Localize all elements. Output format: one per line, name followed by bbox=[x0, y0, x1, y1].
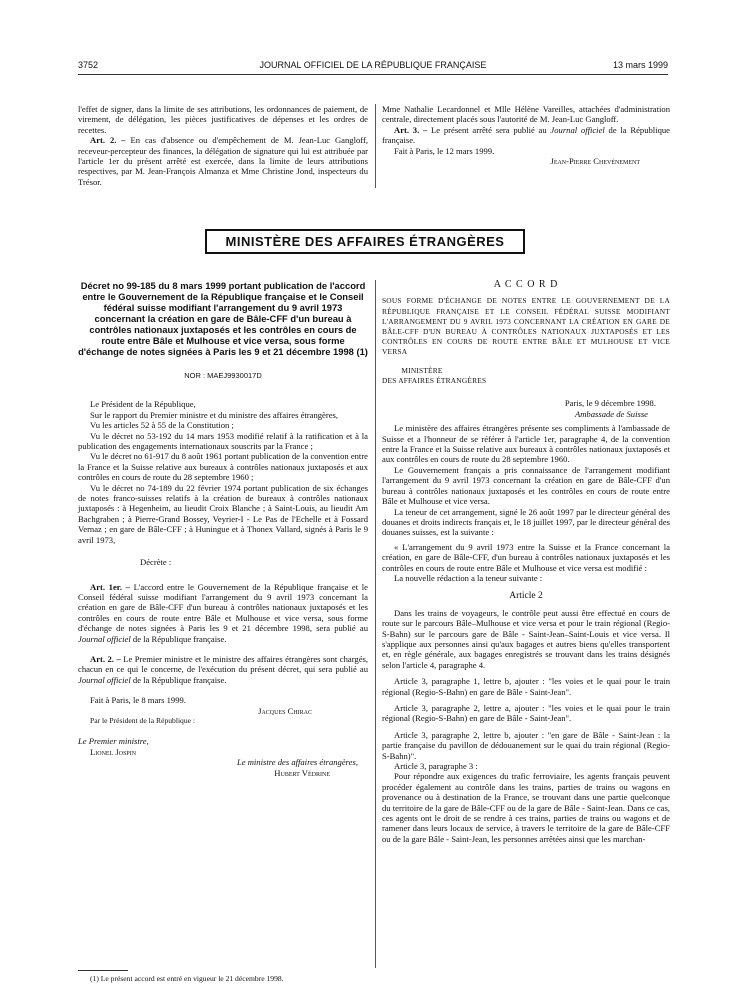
paragraph: Vu les articles 52 à 55 de la Constitution ; bbox=[90, 420, 234, 431]
paragraph: Le ministère des affaires étrangères présente ses compliments à l'ambassade de Suisse et a l'honneur de se référer à l'article 1er, paragraphe 4, de la convention entre la France et la Suisse relative aux bureaux à contrôles nationaux juxtaposés et aux contrôles en cours de route du 28 septembre 1960. bbox=[382, 423, 670, 465]
decrete: Décrète : bbox=[140, 557, 172, 568]
paragraph: Mme Nathalie Lecardonnel et Mlle Hélène Vareilles, attachées d'administration centrale, directement placés sous l'autorité de M. Jean-Luc Gangloff. bbox=[382, 104, 670, 125]
paragraph: Vu le décret no 74-189 du 22 février 1974 portant publication de six échanges de notes franco-suisses relatifs à la création de bureaux à contrôles nationaux juxtaposés : à Hegenheim, au lieudit Croix Blanche ; à Saint-Louis, au lieudit Am Bachgraben ; à Pierre-Grand Bossey, Veyrier-I - Le Pas de l'Echelle et à Fossard Vernaz ; en gare de Bâle-CFF ; à Huningue et à Thonex Vallard, signés à Paris le 9 avril 1973, bbox=[78, 482, 368, 545]
column-divider bbox=[375, 104, 376, 188]
pm-name: Lionel Jospin bbox=[90, 746, 137, 757]
paragraph: Le Gouvernement français a pris connaissance de l'arrangement modifiant l'arrangement du 9 avril 1973 concernant la création en gare de Bâle-CFF d'un bureau à contrôles nationaux juxtaposés et les contrôles en cours de route entre Bâle et Mulhouse et vice versa. bbox=[382, 464, 670, 507]
signature: Jean-Pierre Chevènement bbox=[550, 156, 640, 167]
paragraph: Vu le décret no 61-917 du 8 août 1961 portant publication de la convention entre la France et la Suisse relative aux bureaux à contrôles nationaux juxtaposés et aux contrôles en cours de route du 28 septembre 1960 ; bbox=[78, 451, 368, 483]
mae-title: Le ministre des affaires étrangères, bbox=[236, 757, 358, 768]
pm-title: Le Premier ministre, bbox=[78, 736, 149, 747]
article-text: En cas d'absence ou d'empêchement de M. Jean-Luc Gangloff, receveur-percepteur des finances, la délégation de signature qui lui est attribuée par l'article 1er du présent arrêté est exercée, dans la limite de leurs attributions respectives, par M. Jean-François Almanza et Mme Christine Jond, inspecteurs du Trésor. bbox=[78, 135, 368, 187]
paragraph: La nouvelle rédaction a la teneur suivante : bbox=[394, 572, 543, 583]
decree-title: Décret no 99-185 du 8 mars 1999 portant publication de l'accord entre le Gouvernement de la République française et le Conseil fédéral suisse modifiant l'arrangement du 9 avril 1973 concernant la création en gare de Bâle-CFF d'un bureau à contrôles nationaux juxtaposés et les contrôles en cours de route entre Bâle et Mulhouse et vice versa, sous forme d'échange de notes signées à Paris les 9 et 21 décembre 1998 (1) bbox=[78, 280, 368, 357]
article-3: Art. 3. – Le présent arrêté sera publié au Journal officiel de la République française. bbox=[382, 124, 670, 146]
article-2-heading: Article 2 bbox=[509, 591, 543, 602]
paragraph: l'effet de signer, dans la limite de ses attributions, les ordonnances de paiement, de virement, de délégation, les pièces justificatives de dépenses et les ordres de recettes. bbox=[78, 104, 368, 135]
accord-subtitle: SOUS FORME D'ÉCHANGE DE NOTES ENTRE LE GOUVERNEMENT DE LA RÉPUBLIQUE FRANÇAISE ET LE CONSEIL FÉDÉRAL SUISSE MODIFIANT L'ARRANGEMENT DU 9 AVRIL 1973 CONCERNANT LA CRÉATION EN GARE DE BÂLE-CFF D'UN BUREAU À CONTRÔLES NATIONAUX JUXTAPOSÉS ET LES CONTRÔLES EN COURS DE ROUTE ENTRE BÂLE ET MULHOUSE ET VICE VERSA bbox=[382, 296, 670, 357]
footnote-rule bbox=[78, 970, 128, 971]
mae-name: Hubert Védrine bbox=[274, 767, 330, 778]
article-2 bbox=[78, 135, 368, 187]
signature-chirac: Jacques Chirac bbox=[258, 705, 312, 716]
paragraph: « L'arrangement du 9 avril 1973 entre la Suisse et la France concernant la création, en gare de Bâle-CFF, d'un bureau à contrôles nationaux juxtaposés et les contrôles en cours de route entre Bâle et Mulhouse et vice versa est modifié : bbox=[382, 541, 670, 573]
article-label: Art. 3. – bbox=[394, 124, 428, 135]
ministere-2: DES AFFAIRES ÉTRANGÈRES bbox=[382, 376, 487, 386]
article-label: Art. 2. – bbox=[90, 653, 121, 664]
article-1: Art. 1er. – L'accord entre le Gouvernement de la République française et le Conseil fédéral suisse modifiant l'arrangement du 9 avril 1973 concernant la création en gare de Bâle-CFF d'un bureau à contrôles nationaux juxtaposés et les contrôles en cours de route entre Bâle et Mulhouse et vice versa, sous forme d'échange de notes signées à Paris les 9 et 21 décembre 1998, sera publié au Journal officiel de la République française. bbox=[78, 581, 368, 644]
ministry-heading: MINISTÈRE DES AFFAIRES ÉTRANGÈRES bbox=[205, 229, 525, 254]
issue-date: 13 mars 1999 bbox=[612, 60, 668, 70]
footnote bbox=[78, 974, 368, 984]
journal-title: JOURNAL OFFICIEL DE LA RÉPUBLIQUE FRANÇAISE bbox=[259, 60, 487, 70]
paragraph: Dans les trains de voyageurs, le contrôle peut aussi être effectué en cours de route sur le parcours Bâle–Mulhouse et vice versa et pour le train régional (Regio-S-Bahn) sur le parcours gare de Bâle - Saint-Jean–Saint-Louis et vice versa. Il s'applique aux personnes ainsi qu'aux bagages et autres biens qu'elles transportent et, en règle générale, aux bagages enregistrés se trouvant dans les trains désignés selon l'article 4, paragraphe 4. bbox=[382, 607, 670, 670]
paragraph: Article 3, paragraphe 2, lettre a, ajouter : "les voies et le quai pour le train régional (Regio-S-Bahn) en gare de Bâle - Saint-Jean". bbox=[382, 703, 670, 724]
paragraph: La teneur de cet arrangement, signé le 26 août 1997 par le directeur général des douanes et droits indirects français et, le 18 juillet 1997, par le directeur général des douanes suisses, est la suivante : bbox=[382, 506, 670, 538]
ambassade: Ambassade de Suisse bbox=[574, 408, 648, 419]
paragraph: Vu le décret no 53-192 du 14 mars 1953 modifié relatif à la ratification et à la publication des engagements internationaux souscrits par la France ; bbox=[78, 430, 368, 452]
article-label: Art. 1er. – bbox=[90, 581, 130, 592]
ministere: MINISTÈRE bbox=[401, 365, 443, 375]
top-right-fragment bbox=[382, 104, 670, 166]
nor-reference: NOR : MAEJ9930017D bbox=[184, 371, 262, 380]
fait-line: Fait à Paris, le 8 mars 1999. bbox=[90, 695, 186, 706]
paragraph: Pour répondre aux exigences du trafic ferroviaire, les agents français peuvent procéder également au contrôle dans les trains, parties de trains ou wagons en provenance ou à destination de la France, se trouvant dans une partie quelconque du territoire de la gare de Bâle-CFF ou de la gare de Bâle - Saint-Jean. Dans ce cas, ces agents ont le droit de se rendre à ces trains, parties de trains ou wagons et de ramener dans leurs locaux de service, à travers le territoire de la gare de Bâle-CFF ou de la gare Bâle - Saint-Jean, les personnes arrêtées ainsi que les marchan- bbox=[382, 771, 670, 844]
paragraph: Sur le rapport du Premier ministre et du ministre des affaires étrangères, bbox=[90, 409, 339, 420]
article-label: Art. 2. – bbox=[90, 135, 126, 146]
paragraph: Le Président de la République, bbox=[90, 399, 196, 410]
footnote-text: (1) Le présent accord est entré en vigueur le 21 décembre 1998. bbox=[90, 974, 284, 983]
paragraph: Article 3, paragraphe 1, lettre b, ajouter : "les voies et le quai pour le train régional (Regio-S-Bahn) en gare de Bâle - Saint-Jean". bbox=[382, 676, 670, 697]
article-2: Art. 2. – Le Premier ministre et le ministre des affaires étrangères sont chargés, chacun en ce qui le concerne, de l'exécution du présent décret, qui sera publié au Journal officiel de la République française. bbox=[78, 653, 369, 685]
accord-column bbox=[382, 280, 670, 844]
par-le-president: Par le Président de la République : bbox=[90, 715, 196, 725]
accord-heading: A C C O R D bbox=[493, 279, 559, 290]
accord-date: Paris, le 9 décembre 1998. bbox=[564, 398, 656, 409]
page-number: 3752 bbox=[78, 60, 99, 70]
top-left-fragment bbox=[78, 104, 368, 187]
fait-line: Fait à Paris, le 12 mars 1999. bbox=[394, 145, 495, 156]
column-divider bbox=[375, 280, 376, 968]
paragraph: Article 3, paragraphe 3 : bbox=[394, 761, 478, 772]
paragraph: Article 3, paragraphe 2, lettre b, ajouter : "en gare de Bâle - Saint-Jean : la partie française du pavillon de dédouanement sur le quai du train régional (Regio-S-Bahn)". bbox=[382, 729, 670, 761]
page-header bbox=[78, 60, 668, 75]
decree-column bbox=[78, 280, 368, 778]
